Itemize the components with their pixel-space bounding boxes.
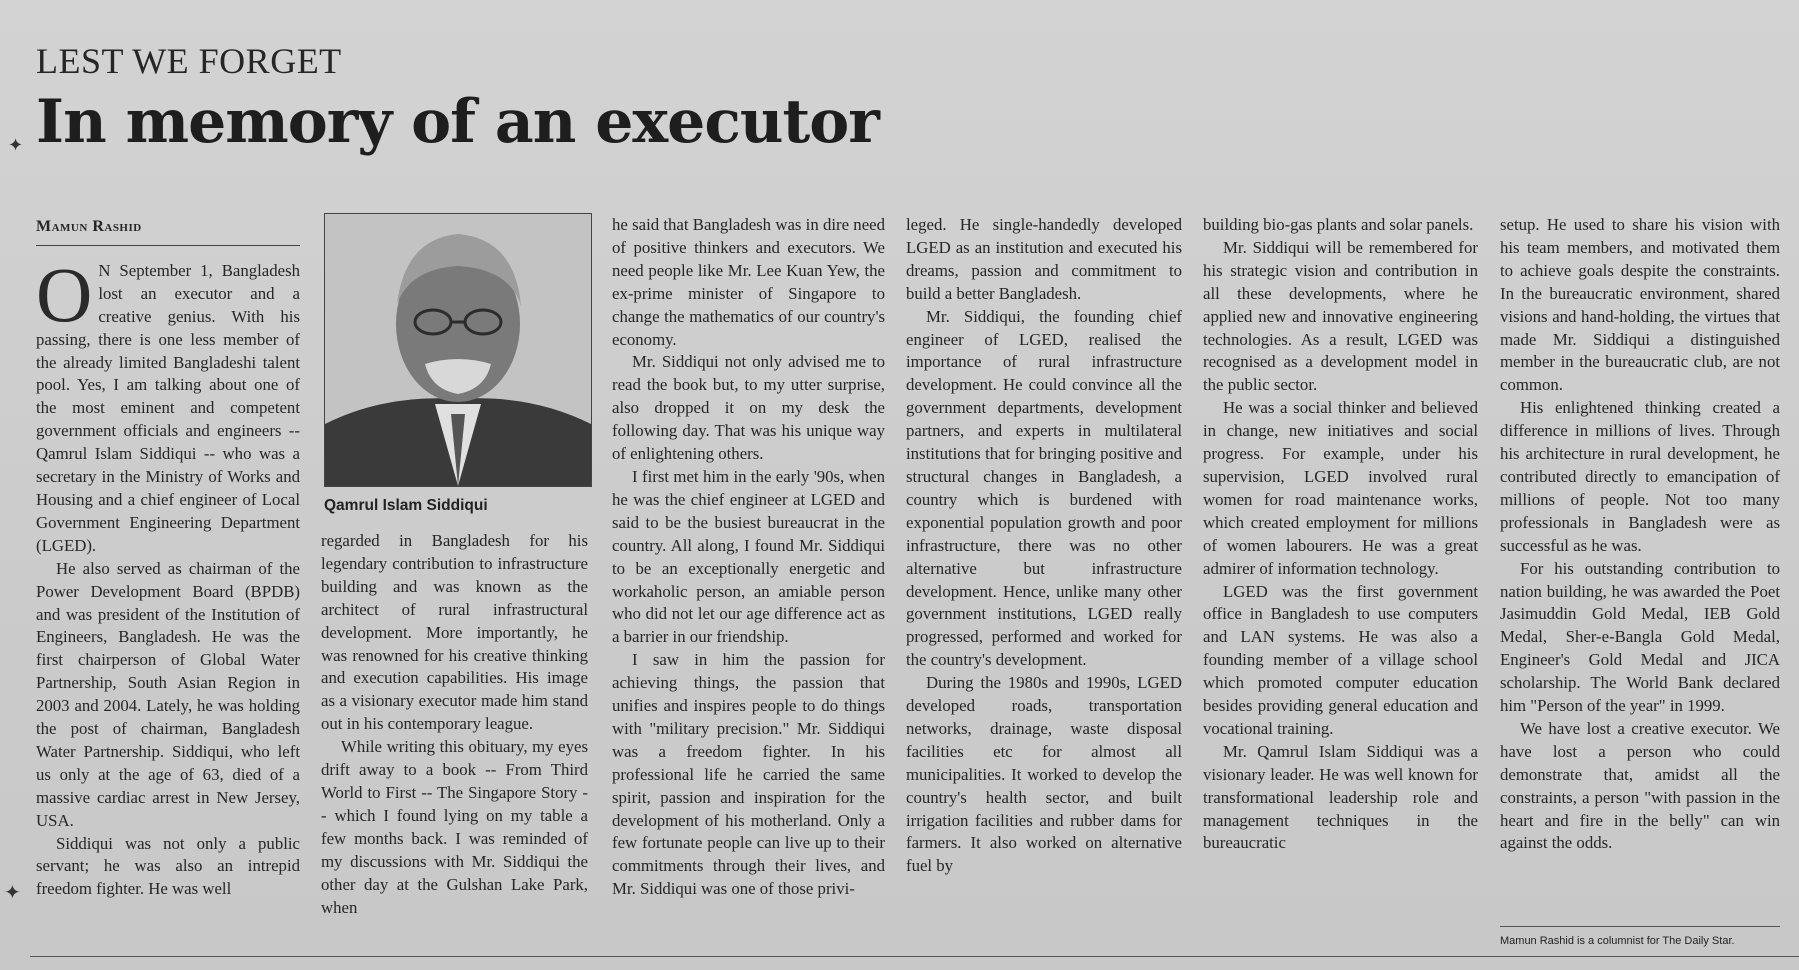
paragraph: I first met him in the early '90s, when he was the chief engineer at LGED and said to be the busiest bureaucrat in the country. All along, I found Mr. Siddiqui to be an exceptionally energetic and workaholic person, an amiable person who did not let our age difference act as a barrier in our friendship. [612, 466, 885, 647]
author-footnote: Mamun Rashid is a columnist for The Daily Star. [1500, 926, 1780, 947]
paragraph: Mr. Siddiqui, the founding chief engineer of LGED, realised the importance of rural infrastructure development. He could convince all the government departments, development partners, and experts in multilateral institutions that for bringing positive and structural changes in Bangladesh, a country which is burdened with exponential population growth and poor infrastructure, there was no other alternative but infrastructure development. Hence, unlike many other government institutions, LGED really progressed, performed and worked for the country's development. [906, 306, 1182, 670]
paragraph: His enlightened thinking created a difference in millions of lives. Through his architecture in rural development, he contributed directly to emancipation of millions of people. Not too many professionals in Bangladesh were as successful as he was. [1500, 398, 1780, 555]
paragraph: I saw in him the passion for achieving things, the passion that unifies and inspires people to do things with "military precision." Mr. Siddiqui was a freedom fighter. In his professional life he carried the same spirit, passion and inspiration for the development of his motherland. Only a few fortunate people can live up to their commitments through their lives, and Mr. Siddiqui was one of those privi- [612, 650, 885, 899]
paragraph: he said that Bangladesh was in dire need of positive thinkers and executors. We need people like Mr. Lee Kuan Yew, the ex-prime minister of Singapore to change the mathematics of our country's economy. [612, 215, 885, 349]
article-column-6 [1500, 214, 1780, 855]
dropcap: O [36, 250, 93, 338]
bullet-marker-icon: ✦ [8, 135, 24, 156]
bottom-rule [30, 956, 1799, 957]
paragraph: setup. He used to share his vision with his team members, and motivated them to achieve goals despite the constraints. In the bureaucratic environment, shared visions and hand-holding, the virtues that made Mr. Siddiqui a distinguished member in the bureaucratic club, are not common. [1500, 215, 1780, 395]
margin-mark-icon: ✦ [4, 880, 21, 904]
paragraph: building bio-gas plants and solar panels. [1203, 215, 1474, 234]
paragraph: Mr. Qamrul Islam Siddiqui was a visionary leader. He was well known for transformational leadership role and management techniques in the bureaucratic [1203, 741, 1478, 853]
paragraph: We have lost a creative executor. We have lost a person who could demonstrate that, amidst all the constraints, a person "with passion in the heart and fire in the belly" can win against the odds. [1500, 718, 1780, 853]
paragraph: For his outstanding contribution to nation building, he was awarded the Poet Jasimuddin Gold Medal, IEB Gold Medal, Sher-e-Bangla Gold Medal, Engineer's Gold Medal and JICA scholarship. The World Bank declared him "Person of the year" in 1999. [1500, 558, 1780, 716]
paragraph: He also served as chairman of the Power Development Board (BPDB) and was president of the Institution of Engineers, Bangladesh. He was the first chairperson of Global Water Partnership, South Asian Region in 2003 and 2004. Lately, he was holding the post of chairman, Bangladesh Water Partnership. Siddiqui, who left us only at the age of 63, died of a massive cardiac arrest in New Jersey, USA. [36, 558, 300, 830]
paragraph: He was a social thinker and believed in change, new initiatives and social progress. For example, under his supervision, LGED involved rural women for road maintenance works, which created employment for millions of women labourers. He was a great admirer of information technology. [1203, 398, 1478, 578]
paragraph: While writing this obituary, my eyes drift away to a book -- From Third World to First -- The Singapore Story -- which I found lying on my table a few months back. I was reminded of my discussions with Mr. Siddiqui the other day at the Gulshan Lake Park, when [321, 737, 588, 917]
headline: In memory of an executor [36, 87, 879, 157]
byline: Mamun Rashid [36, 216, 300, 246]
paragraph: leged. He single-handedly developed LGED as an institution and executed his dreams, passion and commitment to build a better Bangladesh. [906, 215, 1182, 303]
portrait-photo [324, 213, 592, 487]
paragraph: LGED was the first government office in Bangladesh to use computers and LAN systems. He was also a founding member of a village school which promoted computer education besides providing general education and vocational training. [1203, 581, 1478, 738]
paragraph: Mr. Siddiqui not only advised me to read the book but, to my utter surprise, also dropped it on my desk the following day. That was his unique way of enlightening others. [612, 352, 885, 464]
portrait-image [325, 214, 591, 486]
article-column-5 [1203, 214, 1478, 855]
paragraph: Siddiqui was not only a public servant; he was also an intrepid freedom fighter. He was well [36, 833, 300, 899]
photo-block [324, 213, 592, 515]
section-label: LEST WE FORGET [36, 41, 342, 81]
article-column-3 [612, 214, 885, 901]
paragraph: Mr. Siddiqui will be remembered for his strategic vision and contribution in all these developments, where he applied new and innovative engineering technologies. As a result, LGED was recognised as a development model in the public sector. [1203, 237, 1478, 395]
photo-caption: Qamrul Islam Siddiqui [324, 497, 488, 514]
paragraph: N September 1, Bangladesh lost an executor and a creative genius. With his passing, there is one less member of the already limited Bangladeshi talent pool. Yes, I am talking about one of the most eminent and competent government officials and engineers -- Qamrul Islam Siddiqui -- who was a secretary in the Ministry of Works and Housing and a chief engineer of Local Government Engineering Department (LGED). [36, 260, 300, 555]
article-column-2 [321, 530, 588, 919]
paragraph: regarded in Bangladesh for his legendary contribution to infrastructure building and was known as the architect of rural infrastructural development. More importantly, he was renowned for his creative thinking and execution capabilities. His image as a visionary executor made him stand out in his contemporary league. [321, 531, 588, 734]
article-column-1 [36, 216, 300, 901]
paragraph: During the 1980s and 1990s, LGED developed roads, transportation networks, drainage, waste disposal facilities etc for almost all municipalities. It worked to develop the country's health sector, and built irrigation facilities and rubber dams for farmers. It also worked on alternative fuel by [906, 673, 1182, 876]
article-column-4 [906, 214, 1182, 878]
